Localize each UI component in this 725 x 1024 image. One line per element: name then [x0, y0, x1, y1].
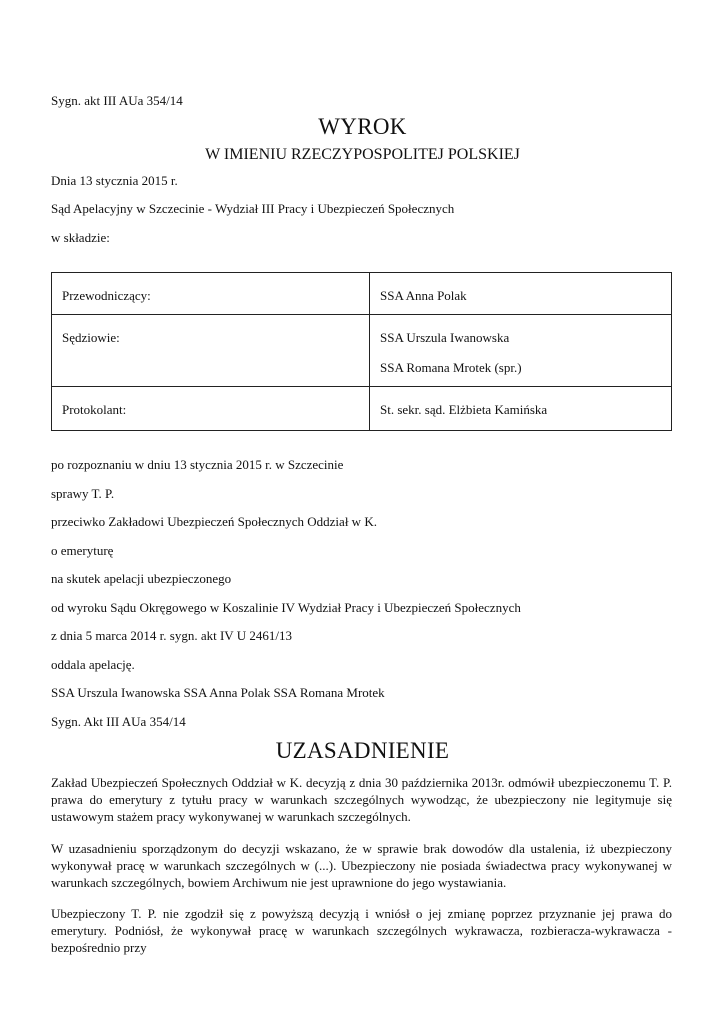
role-label: Sędziowie:: [62, 330, 120, 345]
judgment-date: Dnia 13 stycznia 2015 r.: [51, 173, 178, 188]
ruling-line: sprawy T. P.: [51, 486, 115, 501]
table-row: [52, 315, 672, 387]
ruling-line: po rozpoznaniu w dniu 13 stycznia 2015 r. w Szczecinie: [51, 457, 344, 472]
justification-paragraph: Ubezpieczony T. P. nie zgodził się z powyższą decyzją i wniósł o jej zmianę poprzez przyznanie jej prawa do emerytury. Podniósł, że wykonywał pracę w warunkach szczególnych wykrawacza, rozbieracza-wykrawacza - bezpośrednio przy: [51, 906, 672, 955]
judge-name: SSA Anna Polak: [380, 288, 467, 303]
table-row: [52, 387, 672, 431]
justification-paragraph: W uzasadnieniu sporządzonym do decyzji wskazano, że w sprawie brak dowodów dla ustalenia, iż ubezpieczony wykonywał pracę w warunkach szczególnych w (...). Ubezpieczony nie posiada świadectwa pracy wykonywanej w warunkach szczególnych, bowiem Archiwum nie jest uprawnione do jego wystawiania.: [51, 841, 672, 890]
role-cell: [52, 315, 370, 387]
case-number-repeat: Sygn. Akt III AUa 354/14: [51, 714, 186, 729]
justification-paragraph: Zakład Ubezpieczeń Społecznych Oddział w K. decyzją z dnia 30 października 2013r. odmówił ubezpieczonemu T. P. prawa do emerytury z tytułu pracy w warunkach szczególnych wywodząc, że ubezpieczony nie legitymuje się ustawowym stażem pracy wykonywanej w warunkach szczególnych.: [51, 775, 672, 824]
justification-heading: UZASADNIENIE: [275, 738, 450, 763]
names-cell: [370, 315, 672, 387]
role-label: Protokolant:: [62, 402, 127, 417]
document-subtitle: W IMIENIU RZECZYPOSPOLITEJ POLSKIEJ: [205, 146, 520, 163]
ruling-line: o emeryturę: [51, 543, 114, 558]
court-composition-table: [51, 272, 672, 431]
names-cell: [370, 387, 672, 431]
clerk-name: St. sekr. sąd. Elżbieta Kamińska: [380, 402, 548, 417]
judge-name: SSA Romana Mrotek (spr.): [380, 360, 522, 375]
ruling-line: z dnia 5 marca 2014 r. sygn. akt IV U 2461/13: [51, 628, 292, 643]
table-row: [52, 273, 672, 315]
document-title: WYROK: [318, 114, 407, 139]
role-cell: [52, 387, 370, 431]
court-name: Sąd Apelacyjny w Szczecinie - Wydział III Pracy i Ubezpieczeń Społecznych: [51, 201, 455, 216]
ruling-line: od wyroku Sądu Okręgowego w Koszalinie IV Wydział Pracy i Ubezpieczeń Społecznych: [51, 600, 521, 615]
role-cell: [52, 273, 370, 315]
names-cell: [370, 273, 672, 315]
role-label: Przewodniczący:: [62, 288, 151, 303]
signatures-line: SSA Urszula Iwanowska SSA Anna Polak SSA Romana Mrotek: [51, 685, 385, 700]
ruling-line: na skutek apelacji ubezpieczonego: [51, 571, 232, 586]
case-number: Sygn. akt III AUa 354/14: [51, 93, 183, 108]
ruling-line: oddala apelację.: [51, 657, 135, 672]
ruling-line: przeciwko Zakładowi Ubezpieczeń Społecznych Oddział w K.: [51, 514, 377, 529]
composition-intro: w składzie:: [51, 230, 110, 245]
judge-name: SSA Urszula Iwanowska: [380, 330, 510, 345]
